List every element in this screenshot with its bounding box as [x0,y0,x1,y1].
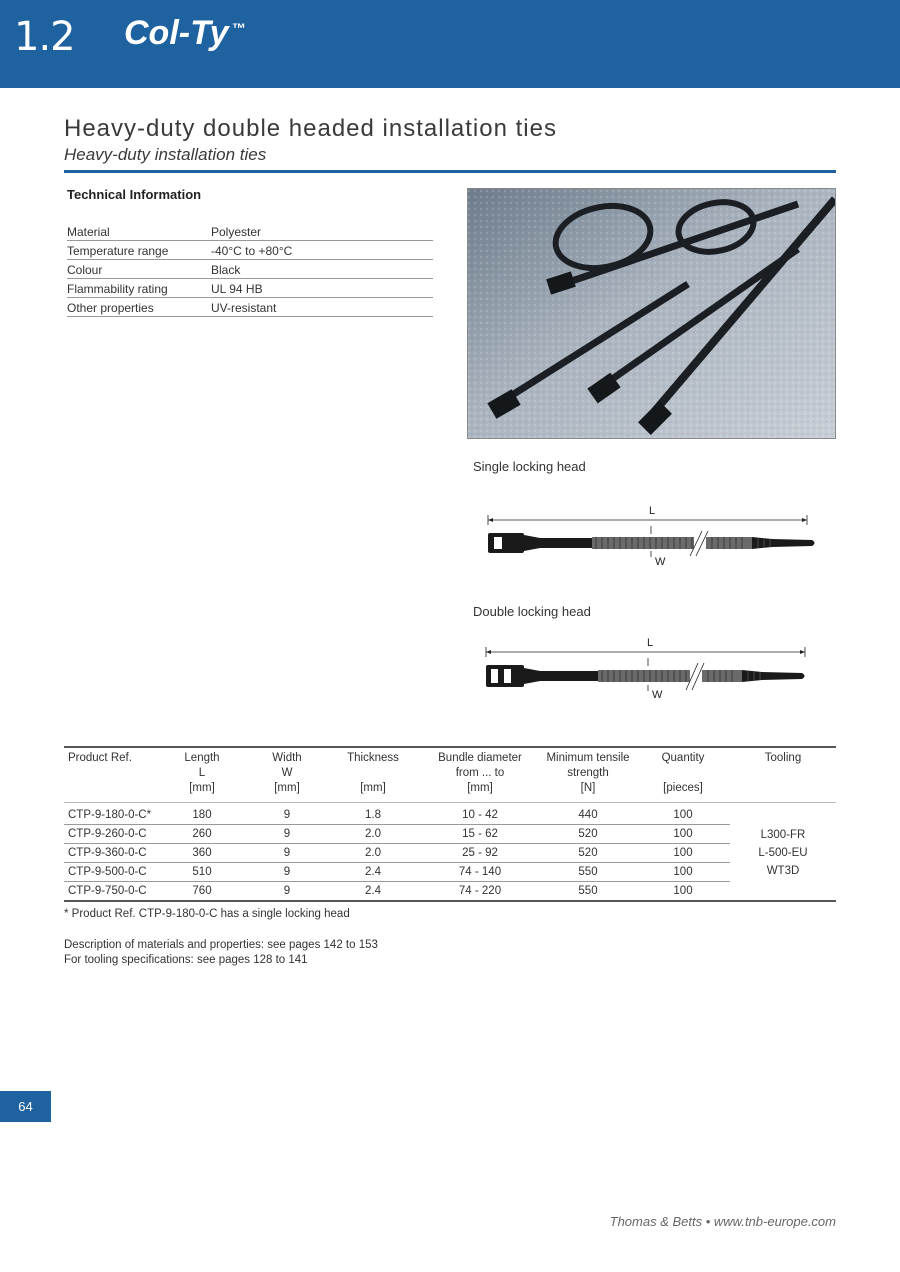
table-header-row [64,747,836,803]
section-number: 1.2 [14,14,75,60]
cell-quantity: 100 [636,863,730,882]
technical-info-key: Colour [67,260,211,279]
header-line: [mm] [360,782,386,794]
cell-tensile: 550 [540,882,636,902]
footnote: * Product Ref. CTP-9-180-0-C has a single locking head [64,908,350,920]
technical-info-value: Black [211,260,433,279]
cell-bundle: 15 - 62 [420,825,540,844]
header-quantity [636,747,730,803]
cell-tensile: 520 [540,825,636,844]
cell-length: 360 [156,844,248,863]
header-tooling: Tooling [730,747,836,803]
length-symbol: L [647,637,654,649]
technical-info-row [67,222,433,241]
table-row [64,882,836,902]
technical-info-key: Other properties [67,298,211,317]
technical-info-row [67,279,433,298]
table-row [64,803,836,825]
cell-length: 760 [156,882,248,902]
technical-info-row [67,241,433,260]
header-thickness [326,747,420,803]
header-line: [mm] [189,782,215,794]
brand-logo [124,14,246,53]
width-symbol: W [652,689,663,701]
header-line: [pieces] [663,782,703,794]
technical-info-value: Polyester [211,222,433,241]
length-symbol: L [649,505,656,517]
single-head-diagram [480,500,825,580]
brand-name: Col-Ty [124,14,229,52]
cell-ref: CTP-9-750-0-C [64,882,156,902]
header-length [156,747,248,803]
cell-width: 9 [248,803,326,825]
cell-thickness: 2.4 [326,863,420,882]
cell-quantity: 100 [636,844,730,863]
description-block [64,938,378,968]
header-width [248,747,326,803]
header-line [371,767,374,779]
technical-info-key: Material [67,222,211,241]
cell-thickness: 1.8 [326,803,420,825]
technical-info-value: UL 94 HB [211,279,433,298]
header-line: [mm] [467,782,493,794]
header-line: strength [567,767,609,779]
header-line: [mm] [274,782,300,794]
cell-thickness: 2.0 [326,825,420,844]
cell-thickness: 2.0 [326,844,420,863]
page-title: Heavy-duty double headed installation ties [64,115,557,142]
cell-quantity: 100 [636,882,730,902]
cell-bundle: 74 - 140 [420,863,540,882]
header-line: W [281,767,293,779]
header-line [681,767,684,779]
double-head-label: Double locking head [473,604,591,619]
cell-width: 9 [248,825,326,844]
footer-text: Thomas & Betts • www.tnb-europe.com [609,1214,836,1229]
cell-tensile: 520 [540,844,636,863]
table-row [64,863,836,882]
table-row [64,825,836,844]
description-line: Description of materials and properties: see pages 142 to 153 [64,939,378,951]
header-line: Width [272,752,302,764]
title-divider [64,170,836,173]
product-photo [467,188,836,439]
header-line: from ... to [455,767,505,779]
technical-info-value: -40°C to +80°C [211,241,433,260]
cell-tooling [730,803,836,902]
technical-info-heading: Technical Information [67,187,202,202]
cell-width: 9 [248,844,326,863]
header-line: Minimum tensile [546,752,630,764]
header-bundle-diameter [420,747,540,803]
tooling-item: WT3D [766,865,800,877]
cell-tensile: 550 [540,863,636,882]
cell-ref: CTP-9-500-0-C [64,863,156,882]
header-line: Thickness [347,752,399,764]
single-head-label: Single locking head [473,459,586,474]
cell-ref: CTP-9-360-0-C [64,844,156,863]
technical-info-key: Flammability rating [67,279,211,298]
cell-length: 180 [156,803,248,825]
tooling-item: L-500-EU [758,847,808,859]
header-tensile-strength [540,747,636,803]
header-line: Quantity [661,752,705,764]
technical-info-key: Temperature range [67,241,211,260]
header-product-ref: Product Ref. [64,747,156,803]
cell-ref: CTP-9-260-0-C [64,825,156,844]
cell-quantity: 100 [636,803,730,825]
header-bar [0,0,900,88]
header-line: Bundle diameter [438,752,522,764]
double-head-diagram [480,632,825,712]
technical-info-table [67,222,433,317]
cell-width: 9 [248,882,326,902]
width-symbol: W [655,556,666,568]
cell-quantity: 100 [636,825,730,844]
page-subtitle: Heavy-duty installation ties [64,145,267,164]
product-table [64,746,836,902]
header-line: L [198,767,206,779]
cell-width: 9 [248,863,326,882]
cell-length: 510 [156,863,248,882]
trademark-symbol: ™ [231,20,246,36]
description-line: For tooling specifications: see pages 128 to 141 [64,954,308,966]
cell-bundle: 10 - 42 [420,803,540,825]
cell-thickness: 2.4 [326,882,420,902]
header-line: Length [184,752,220,764]
technical-info-row [67,298,433,317]
cell-length: 260 [156,825,248,844]
cell-bundle: 74 - 220 [420,882,540,902]
cell-tensile: 440 [540,803,636,825]
cell-bundle: 25 - 92 [420,844,540,863]
technical-info-value: UV-resistant [211,298,433,317]
cell-ref: CTP-9-180-0-C* [64,803,156,825]
header-line: [N] [580,782,596,794]
page-number: 64 [0,1091,51,1122]
tooling-item: L300-FR [760,829,806,841]
technical-info-row [67,260,433,279]
table-row [64,844,836,863]
